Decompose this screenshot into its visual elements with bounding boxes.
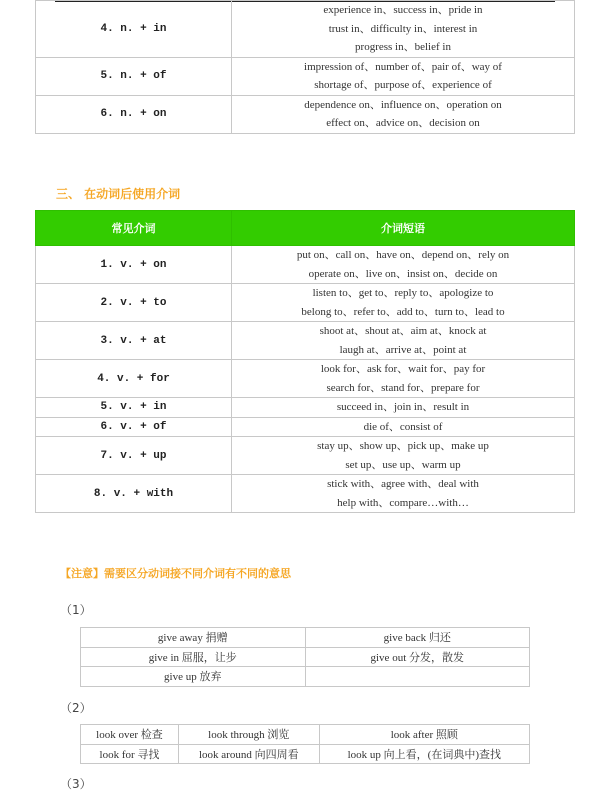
table-row xyxy=(36,284,575,322)
row-label: 5. v. + in xyxy=(36,398,232,418)
noun-preposition-table xyxy=(35,0,575,134)
row-phrases xyxy=(232,95,575,133)
phrase-line: impression of、number of、pair of、way of xyxy=(304,60,502,73)
row-phrases xyxy=(232,322,575,360)
row-phrases xyxy=(232,398,575,418)
phrase-cell: look for 寻找 xyxy=(81,744,179,764)
note-heading: 【注意】需要区分动词接不同介词有不同的意思 xyxy=(60,567,291,580)
row-label: 3. v. + at xyxy=(36,322,232,360)
sub-label-3: （3） xyxy=(60,777,92,791)
phrase-cell: give up 放弃 xyxy=(81,667,306,687)
phrase-cell: look up 向上看，(在词典中)查找 xyxy=(319,744,529,764)
row-phrases xyxy=(232,1,575,58)
table-row xyxy=(36,246,575,284)
phrase-cell: look over 检查 xyxy=(81,725,179,745)
phrase-line: help with、compare…with… xyxy=(337,496,469,509)
row-label: 1. v. + on xyxy=(36,246,232,284)
table-row xyxy=(36,475,575,513)
phrase-line: stick with、agree with、deal with xyxy=(327,478,479,490)
row-label: 4. n. + in xyxy=(36,1,232,58)
phrase-line: belong to、refer to、add to、turn to、lead to xyxy=(301,305,505,318)
table-row xyxy=(36,57,575,95)
row-label: 8. v. + with xyxy=(36,475,232,513)
phrase-line: die of、consist of xyxy=(363,420,443,433)
table-row xyxy=(36,437,575,475)
phrase-line: shortage of、purpose of、experience of xyxy=(314,79,492,91)
table-row xyxy=(36,417,575,437)
section-heading: 三、 在动词后使用介词 xyxy=(56,187,181,201)
phrase-line: effect on、advice on、decision on xyxy=(326,117,480,129)
table-row xyxy=(81,628,530,648)
phrase-cell: look around 向四周看 xyxy=(178,744,319,764)
phrase-line: listen to、get to、reply to、apologize to xyxy=(312,287,494,299)
phrase-line: stay up、show up、pick up、make up xyxy=(317,440,489,452)
phrase-line: trust in、difficulty in、interest in xyxy=(328,22,478,35)
header-prep-phrases: 介词短语 xyxy=(232,211,575,246)
header-common-prep: 常见介词 xyxy=(36,211,232,246)
phrase-line: search for、stand for、prepare for xyxy=(326,381,480,394)
table-row xyxy=(36,1,575,58)
table-row xyxy=(36,398,575,418)
phrase-line: progress in、belief in xyxy=(355,41,451,53)
sub-label-1: （1） xyxy=(60,603,92,617)
phrase-line: put on、call on、have on、depend on、rely on xyxy=(296,249,510,261)
phrase-cell xyxy=(305,667,530,687)
table-row xyxy=(36,95,575,133)
phrase-cell: look through 浏览 xyxy=(178,725,319,745)
give-phrases-table xyxy=(80,627,530,687)
phrase-cell: give back 归还 xyxy=(305,628,530,648)
phrase-cell: look after 照顾 xyxy=(319,725,529,745)
table-row xyxy=(81,744,530,764)
row-phrases xyxy=(232,417,575,437)
row-label: 6. n. + on xyxy=(36,95,232,133)
row-label: 7. v. + up xyxy=(36,437,232,475)
table-row xyxy=(81,647,530,667)
table-row xyxy=(81,667,530,687)
phrase-line: succeed in、join in、result in xyxy=(336,401,470,413)
phrase-line: set up、use up、warm up xyxy=(345,458,461,471)
row-label: 2. v. + to xyxy=(36,284,232,322)
table-row xyxy=(36,322,575,360)
row-label: 5. n. + of xyxy=(36,57,232,95)
phrase-cell: give in 屈服，让步 xyxy=(81,647,306,667)
look-phrases-table xyxy=(80,724,530,764)
phrase-line: dependence on、influence on、operation on xyxy=(304,98,502,111)
phrase-cell: give out 分发，散发 xyxy=(305,647,530,667)
row-label: 4. v. + for xyxy=(36,360,232,398)
row-phrases xyxy=(232,475,575,513)
row-phrases xyxy=(232,284,575,322)
row-label: 6. v. + of xyxy=(36,417,232,437)
phrase-cell: give away 捐赠 xyxy=(81,628,306,648)
phrase-line: operate on、live on、insist on、decide on xyxy=(308,267,498,280)
row-phrases xyxy=(232,437,575,475)
table-row xyxy=(81,725,530,745)
verb-preposition-table xyxy=(35,210,575,513)
row-phrases xyxy=(232,246,575,284)
table-row xyxy=(36,360,575,398)
phrase-line: laugh at、arrive at、point at xyxy=(339,343,467,356)
sub-label-2: （2） xyxy=(60,701,92,715)
row-phrases xyxy=(232,360,575,398)
row-phrases xyxy=(232,57,575,95)
phrase-line: look for、ask for、wait for、pay for xyxy=(320,363,486,375)
phrase-line: shoot at、shout at、aim at、knock at xyxy=(319,325,487,337)
phrase-line: experience in、success in、pride in xyxy=(323,4,483,16)
